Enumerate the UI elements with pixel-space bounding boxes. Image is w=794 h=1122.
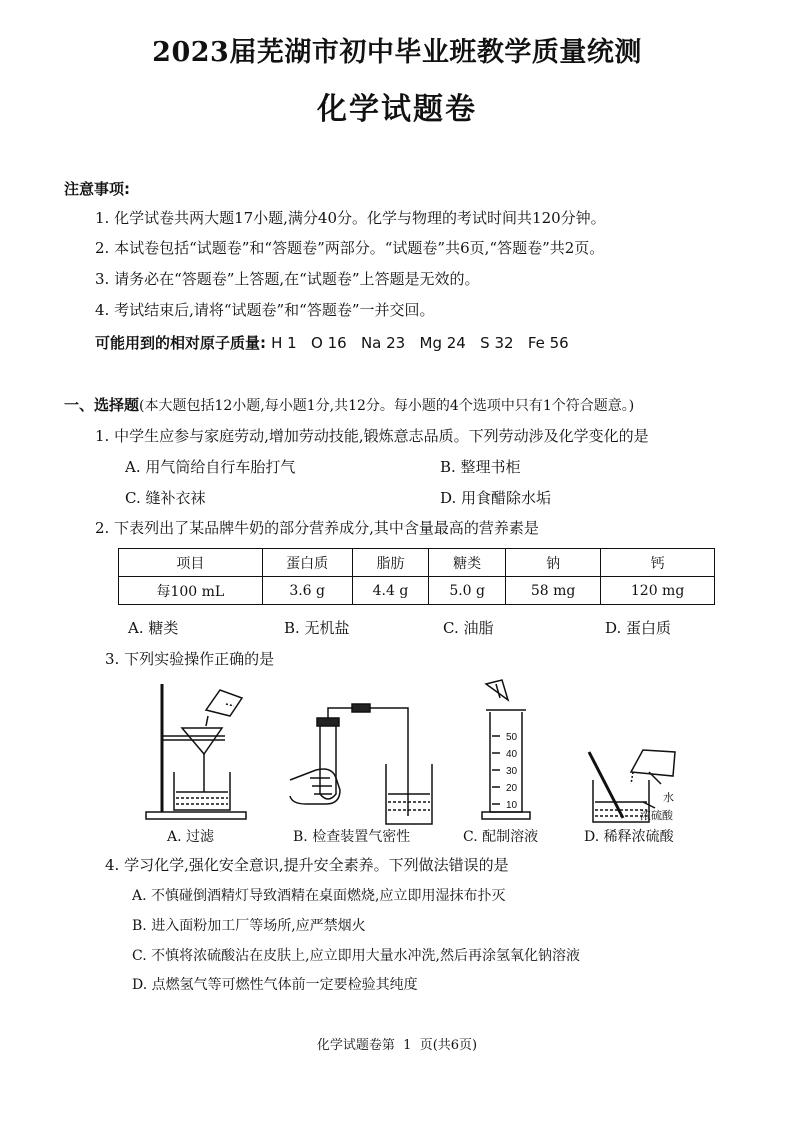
section-title: 一、选择题	[64, 396, 140, 414]
table-header-cell: 脂肪	[352, 549, 429, 577]
table-cell: 3.6 g	[262, 577, 352, 605]
section-description: (本大题包括12小题,每小题1分,共12分。每小题的4个选项中只有1个符合题意。)	[139, 398, 635, 414]
question-4-option-a[interactable]: A. 不慎碰倒酒精灯导致酒精在桌面燃烧,应立即用湿抹布扑灭	[132, 888, 506, 904]
exam-subtitle: 化学试题卷	[317, 92, 477, 127]
table-cell: 58 mg	[506, 577, 601, 605]
question-4-option-b[interactable]: B. 进入面粉加工厂等场所,应严禁烟火	[132, 918, 366, 934]
table-cell: 5.0 g	[429, 577, 506, 605]
notice-heading: 注意事项:	[64, 180, 130, 198]
atomic-mass-values: H 1 O 16 Na 23 Mg 24 S 32 Fe 56	[271, 334, 569, 352]
question-1-stem: 1. 中学生应参与家庭劳动,增加劳动技能,锻炼意志品质。下列劳动涉及化学变化的是	[95, 427, 649, 445]
table-header-cell: 钙	[601, 549, 715, 577]
cylinder-mark: 20	[506, 783, 518, 794]
exam-title: 2023届芜湖市初中毕业班教学质量统测	[152, 37, 642, 68]
label-water: 水	[663, 791, 674, 804]
question-1-option-a[interactable]: A. 用气筒给自行车胎打气	[125, 458, 296, 476]
table-header-row	[119, 549, 715, 577]
table-header-cell: 钠	[506, 549, 601, 577]
table-header-cell: 项目	[119, 549, 263, 577]
question-1-option-b[interactable]: B. 整理书柜	[440, 458, 521, 476]
question-4-option-c[interactable]: C. 不慎将浓硫酸沾在皮肤上,应立即用大量水冲洗,然后再涂氢氧化钠溶液	[132, 948, 581, 964]
table-header-cell: 糖类	[429, 549, 506, 577]
table-header-cell: 蛋白质	[262, 549, 352, 577]
table-row	[119, 577, 715, 605]
question-4-option-d[interactable]: D. 点燃氢气等可燃性气体前一定要检验其纯度	[132, 977, 418, 993]
figure-measuring-cylinder	[478, 676, 538, 826]
notice-item: 1. 化学试卷共两大题17小题,满分40分。化学与物理的考试时间共120分钟。	[95, 209, 606, 227]
cylinder-mark: 50	[506, 732, 518, 743]
figure-a-caption: A. 过滤	[167, 829, 215, 845]
notice-item: 3. 请务必在“答题卷”上答题,在“试题卷”上答题是无效的。	[95, 270, 480, 288]
atomic-mass-line	[95, 332, 569, 353]
table-cell: 4.4 g	[352, 577, 429, 605]
cylinder-mark: 10	[506, 800, 518, 811]
figure-dilution	[583, 676, 693, 826]
figure-b-caption: B. 检查装置气密性	[293, 829, 411, 845]
label-conc-acid: 浓硫酸	[640, 809, 673, 822]
figure-d-caption: D. 稀释浓硫酸	[584, 829, 674, 845]
table-cell: 每100 mL	[119, 577, 263, 605]
question-1-option-d[interactable]: D. 用食醋除水垢	[440, 489, 552, 507]
figure-airtightness	[286, 676, 436, 826]
table-cell: 120 mg	[601, 577, 715, 605]
question-4-stem: 4. 学习化学,强化安全意识,提升安全素养。下列做法错误的是	[105, 856, 509, 874]
question-2-option-a[interactable]: A. 糖类	[128, 619, 179, 637]
question-2-stem: 2. 下表列出了某品牌牛奶的部分营养成分,其中含量最高的营养素是	[95, 519, 539, 537]
question-2-option-b[interactable]: B. 无机盐	[284, 619, 350, 637]
figure-filtration	[140, 676, 260, 826]
page-footer: 化学试题卷第 1 页(共6页)	[316, 1038, 478, 1053]
notice-item: 2. 本试卷包括“试题卷”和“答题卷”两部分。“试题卷”共6页,“答题卷”共2页。	[95, 239, 605, 257]
question-3-stem: 3. 下列实验操作正确的是	[105, 650, 275, 668]
figure-c-caption: C. 配制溶液	[463, 829, 539, 845]
nutrition-table	[118, 548, 715, 605]
cylinder-mark: 30	[506, 766, 518, 777]
atomic-mass-label: 可能用到的相对原子质量:	[95, 334, 266, 352]
question-2-option-c[interactable]: C. 油脂	[443, 619, 494, 637]
question-2-option-d[interactable]: D. 蛋白质	[605, 619, 672, 637]
cylinder-mark: 40	[506, 749, 518, 760]
question-1-option-c[interactable]: C. 缝补衣袜	[125, 489, 206, 507]
notice-item: 4. 考试结束后,请将“试题卷”和“答题卷”一并交回。	[95, 301, 435, 319]
section-heading	[64, 394, 634, 415]
